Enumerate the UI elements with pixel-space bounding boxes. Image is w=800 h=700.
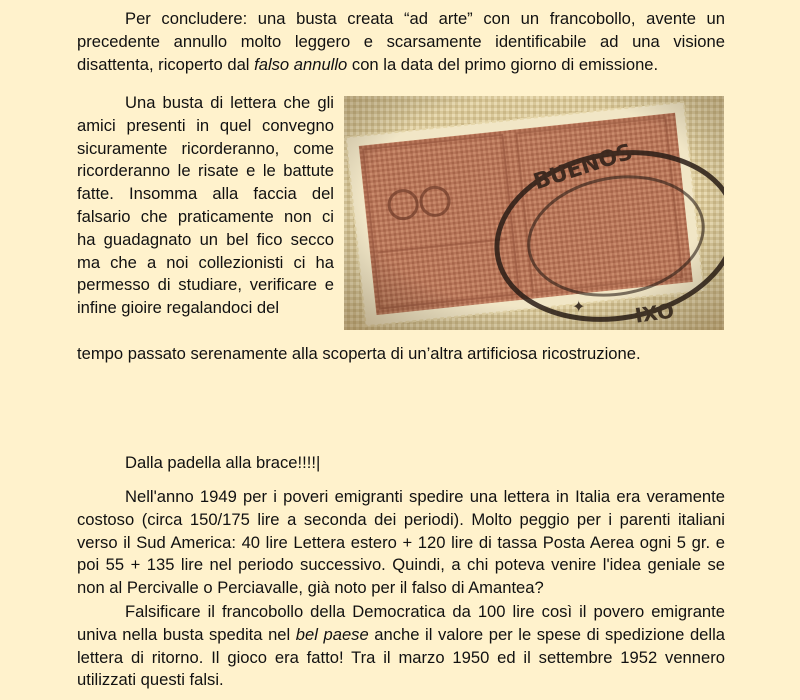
stamp-photograph bbox=[344, 96, 724, 330]
paragraph-text: Nell'anno 1949 per i poveri emigranti spedire una lettera in Italia era veramente costoso (circa 150/175 lire a seconda dei periodi). Molto peggio per i parenti italiani verso il Sud America: 40 lire Lettera estero + 120 lire di tassa Posta Aerea ogni 5 gr. e poi 55 + 135 lire nel periodo successivo. Quindi, a chi poteva venire l'idea geniale se non al Percivalle o Perciavalle, già noto per il falso di Amantea? bbox=[77, 487, 725, 598]
paragraph-text: Falsificare il francobollo della Democratica da 100 lire così il povero emigrante univa nella busta spedita nel bbox=[77, 602, 725, 644]
italic-text: bel paese bbox=[295, 624, 369, 644]
paragraph-conclusion bbox=[77, 8, 725, 76]
heading-text: Dalla padella alla brace!!!! bbox=[125, 453, 316, 472]
paragraph-text: con la data del primo giorno di emissione. bbox=[347, 54, 659, 74]
italic-text: falso annullo bbox=[254, 54, 348, 74]
paragraph-text: Una busta di lettera che gli amici presenti in quel convegno sicuramente ricorderanno, come ricorderanno le risate e le battute fatte. Insomma alla faccia del falsario che praticamente non ci ha guadagnato un bel fico secco ma che a noi collezionisti ci ha permesso di studiare, verificare e infine gioire regalandoci del bbox=[77, 93, 334, 318]
paragraph-emigrants bbox=[77, 486, 725, 600]
text-cursor: | bbox=[315, 453, 321, 472]
paragraph-text: Per concludere: una busta creata “ad arte” con un francobollo, avente un precedente annullo molto leggero e scarsamente identificabile ad una visione disattenta, ricoperto dal bbox=[77, 9, 725, 74]
paragraph-envelope-last-line bbox=[77, 343, 725, 366]
section-heading bbox=[125, 452, 320, 475]
paragraph-text: tempo passato serenamente alla scoperta di un’altra artificiosa ricostruzione. bbox=[77, 344, 641, 363]
paragraph-text: anche il valore per le spese di spedizione della lettera di ritorno. Il gioco era fatto! Tra il marzo 1950 ed il settembre 1952 vennero utilizzati questi falsi. bbox=[77, 624, 726, 690]
paragraph-forgery bbox=[77, 601, 725, 692]
paragraph-envelope bbox=[77, 92, 334, 320]
